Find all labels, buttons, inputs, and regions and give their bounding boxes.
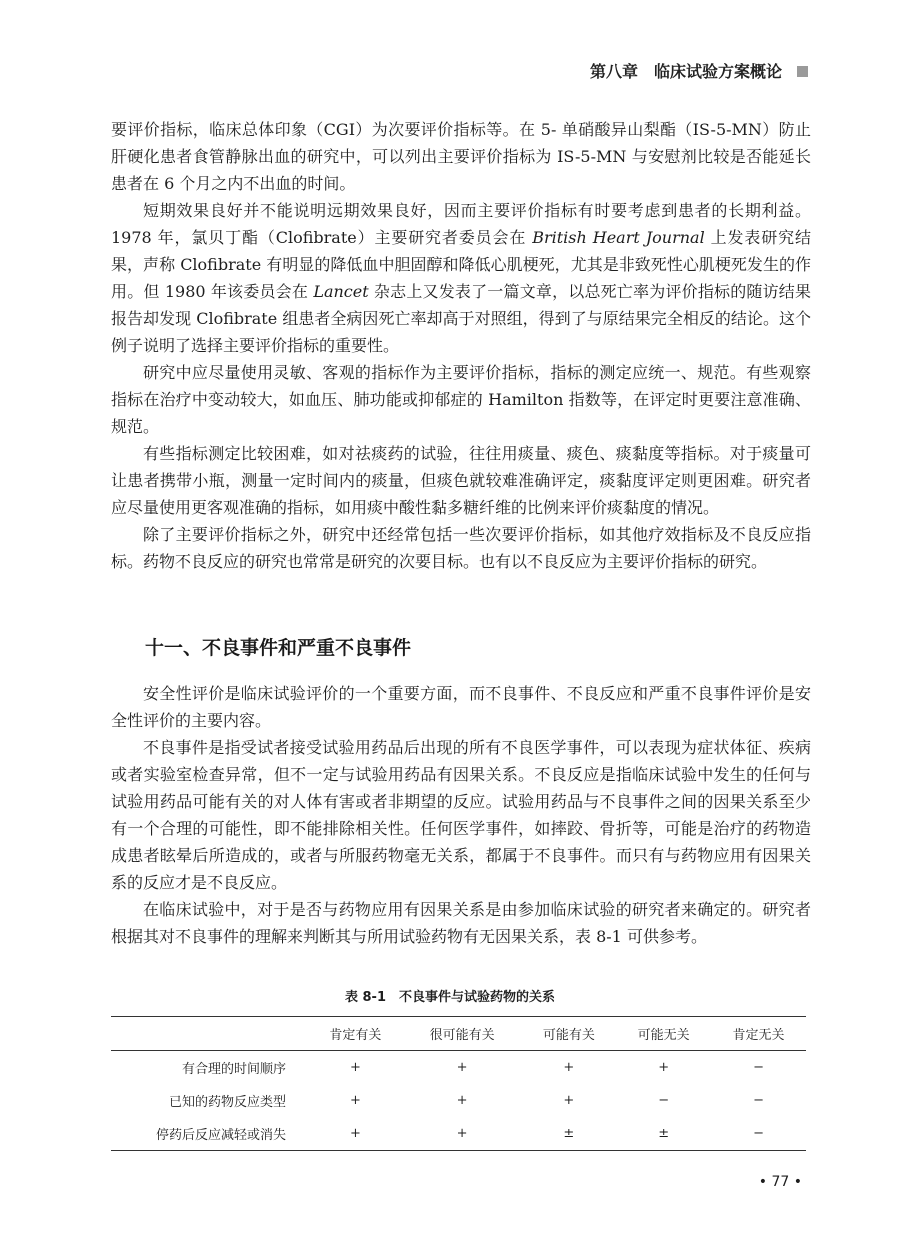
table-header-cell: 肯定有关 [329,1028,382,1043]
page-number: • 77 • [758,1174,802,1190]
table-row-label: 停药后反应减轻或消失 [155,1128,286,1143]
body-text-top [111,116,811,575]
table-cell: − [753,1126,764,1141]
paragraph-1: 要评价指标，临床总体印象（CGI）为次要评价指标等。在 5- 单硝酸异山梨酯（IS-5-MN）防止肝硬化患者食管静脉出血的研究中，可以列出主要评价指标为 IS-5-MN 与安慰剂比较是否能延长患者在 6 个月之内不出血的时间。 [111,120,811,193]
table-cell: + [349,1126,361,1141]
table-cell: + [456,1126,468,1141]
chapter-title: 第八章 临床试验方案概论 [589,62,782,81]
table-row-label: 已知的药物反应类型 [168,1095,286,1110]
table-header-cell: 肯定无关 [732,1028,785,1043]
paragraph-5: 除了主要评价指标之外，研究中还经常包括一些次要评价指标，如其他疗效指标及不良反应指标。药物不良反应的研究也常常是研究的次要目标。也有以不良反应为主要评价指标的研究。 [111,525,811,571]
table-row [111,1051,806,1085]
table-cell: + [658,1060,670,1075]
table-header-cell [111,1017,308,1051]
running-header [0,60,900,84]
paragraph-2 [111,197,811,359]
header-square-icon [797,66,808,77]
table-cell: ± [563,1126,575,1141]
table-cell: + [456,1060,468,1075]
paragraph-2-part-c: 杂志上又发表了一篇文章，以总死亡率为评价指标的随访结果报告却发现 Clofibrate 组患者全病因死亡率却高于对照组，得到了与原结果完全相反的结论。这个例子说明了选择主要评价指标的重要性。 [111,282,812,355]
table-caption: 表 8-1 不良事件与试验药物的关系 [344,990,555,1005]
table-cell: + [349,1060,361,1075]
paragraph-3: 研究中应尽量使用灵敏、客观的指标作为主要评价指标，指标的测定应统一、规范。有些观察指标在治疗中变动较大，如血压、肺功能或抑郁症的 Hamilton 指数等，在评定时更要注意准确、规范。 [111,363,811,436]
paragraph-4: 有些指标测定比较困难，如对祛痰药的试验，往往用痰量、痰色、痰黏度等指标。对于痰量可让患者携带小瓶，测量一定时间内的痰量，但痰色就较难准确评定，痰黏度评定则更困难。研究者应尽量使用更客观准确的指标，如用痰中酸性黏多糖纤维的比例来评价痰黏度的情况。 [111,444,811,517]
table-cell: + [563,1093,575,1108]
paragraph-2-part-b: 上发表研究结果，声称 Clofibrate 有明显的降低血中胆固醇和降低心肌梗死，尤其是非致死性心肌梗死发生的作用。但 1980 年该委员会在 [111,228,812,301]
table-row-label: 有合理的时间顺序 [181,1062,286,1077]
table-header-cell: 可能无关 [637,1028,690,1043]
paragraph-2-part-a: 短期效果良好并不能说明远期效果良好，因而主要评价指标有时要考虑到患者的长期利益。1978 年，氯贝丁酯（Clofibrate）主要研究者委员会在 [111,201,811,247]
section-paragraph-1: 安全性评价是临床试验评价的一个重要方面，而不良事件、不良反应和严重不良事件评价是安全性评价的主要内容。 [111,684,811,730]
table-cell: − [753,1060,764,1075]
table-row [111,1084,806,1117]
journal-name: British Heart Journal [532,228,705,247]
section-heading: 十一、不良事件和严重不良事件 [145,637,412,659]
table-cell: + [349,1093,361,1108]
table-cell: − [753,1093,764,1108]
table-cell: − [658,1093,670,1108]
section-paragraph-3: 在临床试验中，对于是否与药物应用有因果关系是由参加临床试验的研究者来确定的。研究者根据其对不良事件的理解来判断其与所用试验药物有无因果关系，表 8-1 可供参考。 [111,900,811,946]
table-header-row [111,1017,806,1051]
table-row [111,1117,806,1151]
causality-table [111,1016,806,1151]
table-header-cell: 很可能有关 [429,1028,495,1043]
section-paragraph-2: 不良事件是指受试者接受试验用药品后出现的所有不良医学事件，可以表现为症状体征、疾病或者实验室检查异常，但不一定与试验用药品有因果关系。不良反应是指临床试验中发生的任何与试验用药品可能有关的对人体有害或者非期望的反应。试验用药品与不良事件之间的因果关系至少有一个合理的可能性，即不能排除相关性。任何医学事件，如摔跤、骨折等，可能是治疗的药物造成患者眩晕后所造成的，或者与所服药物毫无关系，都属于不良事件。而只有与药物应用有因果关系的反应才是不良反应。 [111,738,811,892]
table-cell: + [456,1093,468,1108]
table-cell: + [563,1060,575,1075]
table-cell: ± [658,1126,670,1141]
body-text-section [111,680,811,950]
journal-name: Lancet [313,282,369,301]
table-header-cell: 可能有关 [542,1028,595,1043]
